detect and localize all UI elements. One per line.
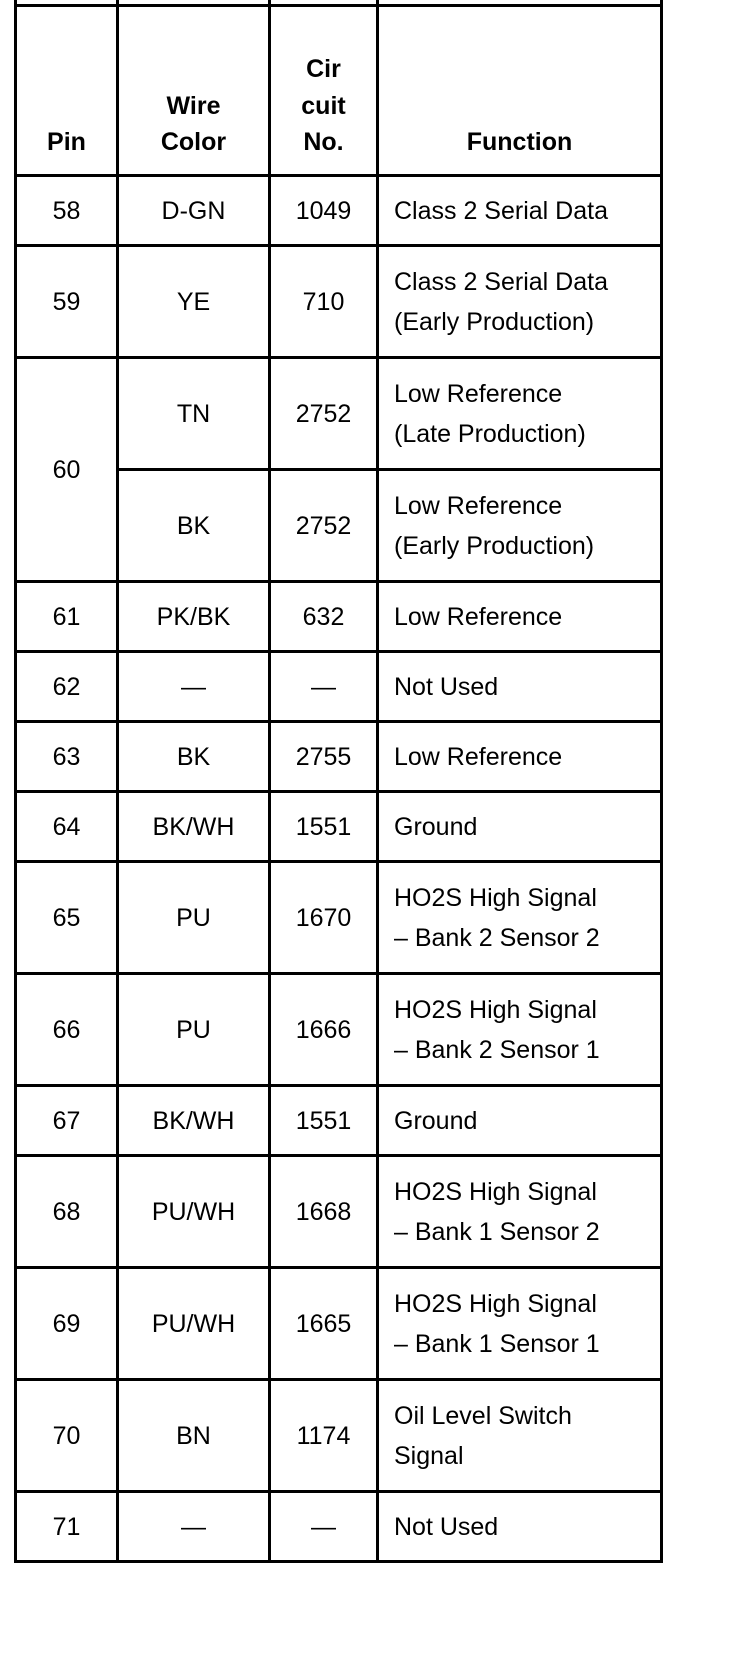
function-cell: Low Reference — [378, 722, 662, 792]
table-row — [16, 1268, 662, 1380]
circuit-cell: 1551 — [270, 792, 378, 862]
pin-cell: 68 — [16, 1156, 118, 1268]
circuit-cell: 2752 — [270, 358, 378, 470]
pin-cell: 63 — [16, 722, 118, 792]
pin-cell: 69 — [16, 1268, 118, 1380]
circuit-cell: 1551 — [270, 1086, 378, 1156]
function-cell: Not Used — [378, 1492, 662, 1562]
pin-cell: 61 — [16, 582, 118, 652]
pin-cell: 71 — [16, 1492, 118, 1562]
table-row — [16, 246, 662, 358]
circuit-cell: 1174 — [270, 1380, 378, 1492]
table-row — [16, 1086, 662, 1156]
header-circuit-number: Cir cuit No. — [270, 6, 378, 176]
table-row — [16, 792, 662, 862]
circuit-cell: 1668 — [270, 1156, 378, 1268]
function-cell: HO2S High Signal – Bank 1 Sensor 1 — [378, 1268, 662, 1380]
circuit-cell: 1666 — [270, 974, 378, 1086]
circuit-cell: — — [270, 1492, 378, 1562]
table-row — [16, 1156, 662, 1268]
pin-cell: 67 — [16, 1086, 118, 1156]
wire-color-cell: PU — [118, 862, 270, 974]
pin-cell: 59 — [16, 246, 118, 358]
function-cell: HO2S High Signal – Bank 2 Sensor 1 — [378, 974, 662, 1086]
function-cell: Ground — [378, 1086, 662, 1156]
wire-color-cell: BN — [118, 1380, 270, 1492]
function-cell: Class 2 Serial Data (Early Production) — [378, 246, 662, 358]
pin-cell: 64 — [16, 792, 118, 862]
function-cell: Oil Level Switch Signal — [378, 1380, 662, 1492]
table-row — [16, 176, 662, 246]
function-cell: HO2S High Signal – Bank 2 Sensor 2 — [378, 862, 662, 974]
wire-color-cell: — — [118, 652, 270, 722]
function-cell: Low Reference (Late Production) — [378, 358, 662, 470]
header-wire-color: Wire Color — [118, 6, 270, 176]
circuit-cell: 2755 — [270, 722, 378, 792]
wire-color-cell: BK — [118, 470, 270, 582]
table-row — [16, 652, 662, 722]
function-cell: Ground — [378, 792, 662, 862]
function-cell: Low Reference — [378, 582, 662, 652]
circuit-cell: 2752 — [270, 470, 378, 582]
function-cell: Not Used — [378, 652, 662, 722]
wire-color-cell: PU/WH — [118, 1268, 270, 1380]
pin-cell: 66 — [16, 974, 118, 1086]
pin-cell: 65 — [16, 862, 118, 974]
wire-color-cell: YE — [118, 246, 270, 358]
header-pin: Pin — [16, 6, 118, 176]
table-row — [16, 582, 662, 652]
pin-cell: 62 — [16, 652, 118, 722]
circuit-cell: 710 — [270, 246, 378, 358]
function-cell: HO2S High Signal – Bank 1 Sensor 2 — [378, 1156, 662, 1268]
wire-color-cell: PU/WH — [118, 1156, 270, 1268]
wire-color-cell: BK/WH — [118, 1086, 270, 1156]
wire-color-cell: PK/BK — [118, 582, 270, 652]
header-row — [16, 6, 662, 176]
table-row — [16, 974, 662, 1086]
wire-color-cell: BK — [118, 722, 270, 792]
table-row — [16, 358, 662, 470]
wire-color-cell: — — [118, 1492, 270, 1562]
table-row — [16, 1380, 662, 1492]
function-cell: Class 2 Serial Data — [378, 176, 662, 246]
wire-color-cell: D-GN — [118, 176, 270, 246]
pin-cell: 60 — [16, 358, 118, 582]
function-cell: Low Reference (Early Production) — [378, 470, 662, 582]
header-function: Function — [378, 6, 662, 176]
connector-pinout-table — [14, 0, 663, 1563]
table-row — [16, 722, 662, 792]
wire-color-cell: PU — [118, 974, 270, 1086]
pin-cell: 58 — [16, 176, 118, 246]
pin-cell: 70 — [16, 1380, 118, 1492]
circuit-cell: 1665 — [270, 1268, 378, 1380]
connector-pinout-table-wrapper — [14, 0, 663, 1563]
circuit-cell: 1049 — [270, 176, 378, 246]
wire-color-cell: BK/WH — [118, 792, 270, 862]
table-row — [16, 1492, 662, 1562]
circuit-cell: — — [270, 652, 378, 722]
circuit-cell: 1670 — [270, 862, 378, 974]
wire-color-cell: TN — [118, 358, 270, 470]
circuit-cell: 632 — [270, 582, 378, 652]
table-row — [16, 862, 662, 974]
